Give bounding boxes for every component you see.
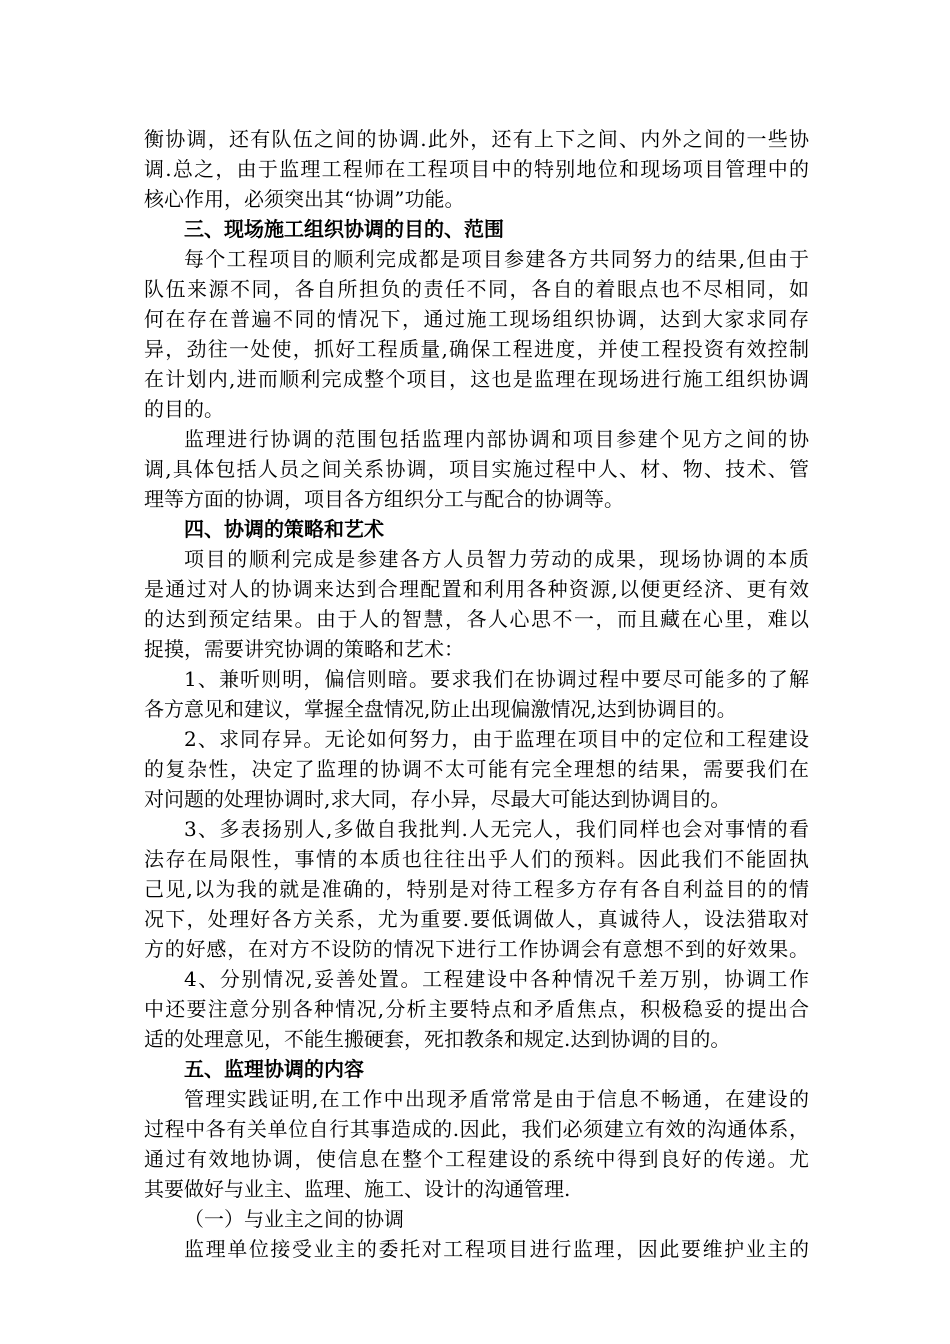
text-line: 管理实践证明,在工作中出现矛盾常常是由于信息不畅通，在建设的 [184, 1087, 809, 1111]
text-line: 1、兼听则明，偏信则暗。要求我们在协调过程中要尽可能多的了解 [184, 667, 809, 691]
text-line: 法存在局限性，事情的本质也往往出乎人们的预料。因此我们不能固执 [144, 847, 809, 871]
text-line: 监理单位接受业主的委托对工程项目进行监理，因此要维护业主的 [184, 1237, 809, 1261]
text-line: 2、求同存异。无论如何努力，由于监理在项目中的定位和工程建设 [184, 727, 809, 751]
text-line: 对问题的处理协调时,求大同，存小异，尽最大可能达到协调目的。 [144, 787, 731, 811]
text-line: 况下，处理好各方关系，尤为重要.要低调做人，真诚待人，设法猎取对 [144, 907, 809, 931]
section-heading: 三、现场施工组织协调的目的、范围 [184, 217, 504, 241]
section-heading: 五、监理协调的内容 [184, 1057, 364, 1081]
text-line: 的复杂性，决定了监理的协调不太可能有完全理想的结果，需要我们在 [144, 757, 809, 781]
text-line: 理等方面的协调，项目各方组织分工与配合的协调等。 [144, 487, 624, 511]
text-line: 是通过对人的协调来达到合理配置和利用各种资源,以便更经济、更有效 [144, 577, 809, 601]
text-line: 通过有效地协调，使信息在整个工程建设的系统中得到良好的传递。尤 [144, 1147, 809, 1171]
text-line: 监理进行协调的范围包括监理内部协调和项目参建个见方之间的协 [184, 427, 809, 451]
text-line: 的达到预定结果。由于人的智慧，各人心思不一，而且藏在心里，难以 [144, 607, 809, 631]
text-line: 方的好感，在对方不设防的情况下进行工作协调会有意想不到的好效果。 [144, 937, 809, 961]
text-line: 4、分别情况,妥善处置。工程建设中各种情况千差万别，协调工作 [184, 967, 809, 991]
text-line: 过程中各有关单位自行其事造成的.因此，我们必须建立有效的沟通体系， [144, 1117, 809, 1141]
text-line: 项目的顺利完成是参建各方人员智力劳动的成果，现场协调的本质 [184, 547, 809, 571]
text-line: 其要做好与业主、监理、施工、设计的沟通管理. [144, 1177, 571, 1201]
text-line: 捉摸，需要讲究协调的策略和艺术： [144, 637, 464, 661]
text-line: 核心作用，必须突出其“协调”功能。 [144, 187, 465, 211]
document-body [144, 124, 809, 1264]
text-line: 调.总之，由于监理工程师在工程项目中的特别地位和现场项目管理中的 [144, 157, 809, 181]
text-line: 调,具体包括人员之间关系协调，项目实施过程中人、材、物、技术、管 [144, 457, 809, 481]
subsection-heading: （一）与业主之间的协调 [184, 1207, 404, 1231]
text-line: 队伍来源不同，各自所担负的责任不同，各自的着眼点也不尽相同，如 [144, 277, 809, 301]
text-line: 衡协调，还有队伍之间的协调.此外，还有上下之间、内外之间的一些协 [144, 127, 809, 151]
text-line: 何在存在普遍不同的情况下，通过施工现场组织协调，达到大家求同存 [144, 307, 809, 331]
text-line: 异，劲往一处使，抓好工程质量,确保工程进度，并使工程投资有效控制 [144, 337, 809, 361]
text-line: 中还要注意分别各种情况,分析主要特点和矛盾焦点，积极稳妥的提出合 [144, 997, 809, 1021]
text-line: 3、多表扬别人,多做自我批判.人无完人，我们同样也会对事情的看 [184, 817, 809, 841]
text-line: 的目的。 [144, 397, 224, 421]
text-line: 己见,以为我的就是准确的，特别是对待工程多方存有各自利益目的的情 [144, 877, 809, 901]
text-line: 适的处理意见，不能生搬硬套，死扣教条和规定.达到协调的目的。 [144, 1027, 731, 1051]
text-line: 每个工程项目的顺利完成都是项目参建各方共同努力的结果,但由于 [184, 247, 809, 271]
text-line: 各方意见和建议，掌握全盘情况,防止出现偏激情况,达到协调目的。 [144, 697, 737, 721]
text-line: 在计划内,进而顺利完成整个项目，这也是监理在现场进行施工组织协调 [144, 367, 809, 391]
section-heading: 四、协调的策略和艺术 [184, 517, 384, 541]
